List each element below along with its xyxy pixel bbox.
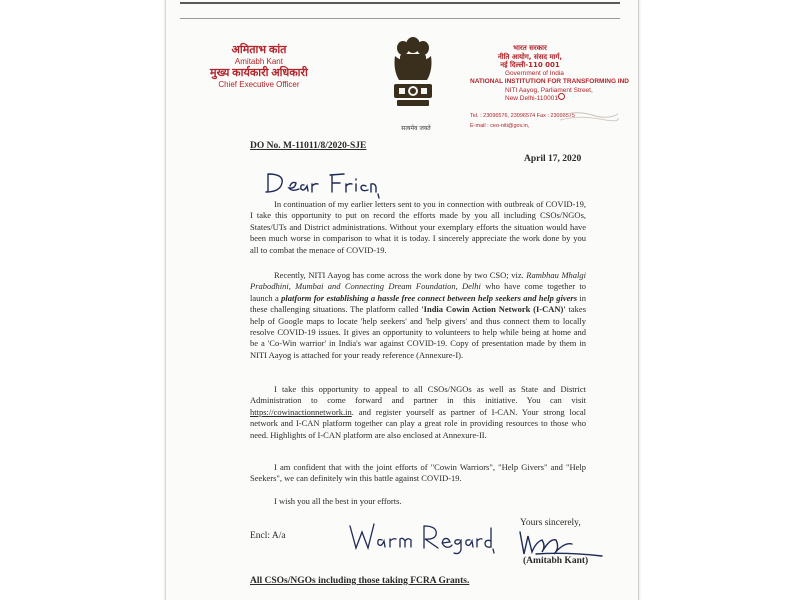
paragraph-5-text: I wish you all the best in your efforts.: [274, 496, 402, 506]
sender-block: [210, 44, 308, 90]
org-line-hindi-2: नीति आयोग, संसद मार्ग,: [497, 52, 563, 61]
org-telephone: Tel. : 23096576, 23096574 Fax : 23096575: [470, 112, 575, 119]
org-address-1: NITI Aayog, Parliament Street,: [505, 86, 593, 94]
addressee-line: All CSOs/NGOs including those taking FCRA Grants.: [250, 576, 470, 586]
paragraph-4-text: I am confident that with the joint efforts of "Cowin Warriors", "Help Givers" and "Help Seekers", we can definitely win this battle against COVID-19.: [250, 462, 586, 484]
paragraph-2-intro: Recently, NITI Aayog has come across the work done by two CSO; viz.: [274, 270, 524, 280]
sender-title-hindi: मुख्य कार्यकारी अधिकारी: [210, 67, 308, 79]
org-address-2: New Delhi-110001: [505, 95, 558, 102]
paragraph-3: [250, 384, 586, 441]
paragraph-2: [250, 270, 586, 361]
paragraph-2-called: in these challenging situations. The platform called: [250, 292, 587, 315]
signer-name: (Amitabh Kant): [523, 556, 589, 566]
paragraph-3-rest: . and register yourself as partner of I-CAN. Your strong local network and I-CAN platform together can play a great role in providing resources to those who need. Highlights of I-CAN platform are also enclosed at Annexure-II.: [250, 406, 586, 440]
letter-date: April 17, 2020: [524, 154, 582, 164]
sender-name-hindi: अमिताभ कांत: [231, 44, 287, 56]
paragraph-2-launch: who have come together to launch a: [250, 281, 587, 303]
enclosure-note: Encl: A/a: [250, 531, 286, 541]
organisation-name: NATIONAL INSTITUTION FOR TRANSFORMING IND: [470, 78, 629, 85]
faint-stamp-icon: [556, 108, 620, 122]
paragraph-1-text: In continuation of my earlier letters sent to you in connection with outbreak of COVID-19, I take this opportunity to put on record the efforts made by you all including CSOs/NGOs, States/UTs and District administrations. Without your exemplary efforts the situation would have been much worse in comparison to what it is today. I sincerely appreciate the work done by you all to combat the menace of COVID-19.: [250, 199, 586, 255]
paragraph-2-details: takes help of Google maps to locate 'help seekers' and 'help givers' and thus connect them to locally resolve COVID-19 issues. It gives an opportunity to volunteers to help while being at home and be a 'Co-Win warrior' in India's war against COVID-19. Copy of presentation made by them in NITI Aayog is attached for your ready reference (Annexure-I).: [250, 304, 587, 360]
page-top-border: [180, 2, 620, 19]
org-line-hindi-3: नई दिल्ली-110 001: [500, 61, 560, 69]
emblem-motto: सत्यमेव जयते: [401, 125, 431, 132]
ican-website-link[interactable]: https://cowinactionnetwork.in: [250, 406, 352, 417]
sender-title: Chief Executive Officer: [218, 80, 300, 89]
sender-name: Amitabh Kant: [234, 57, 283, 66]
partner-organisations: Rambhau Mhalgi Prabodhini, Mumbai and Connecting Dream Foundation, Delhi: [250, 270, 586, 292]
reference-number: DO No. M-11011/8/2020-SJE: [250, 141, 367, 151]
handwritten-salutation: [262, 164, 382, 200]
sign-off: Yours sincerely,: [520, 518, 581, 528]
circle-mark-icon: [558, 93, 565, 100]
platform-description: platform for establishing a hassle free connect between help seekers and help givers: [281, 292, 578, 303]
paragraph-4: [250, 462, 586, 485]
org-email: E-mail : ceo-niti@gov.in,: [470, 123, 530, 129]
paragraph-1: [250, 199, 586, 256]
national-emblem-icon: [385, 36, 441, 120]
paragraph-3-appeal: I take this opportunity to appeal to all CSOs/NGOs as well as State and District Administration to come forward and partner in this initiative. You can visit: [250, 384, 586, 406]
platform-name: 'India Cowin Action Network (I-CAN)': [421, 304, 566, 315]
government-label: Government of India: [505, 69, 564, 77]
handwritten-warm-regards: [346, 520, 496, 556]
paragraph-5: [250, 496, 586, 507]
org-line-hindi-1: भारत सरकार: [513, 44, 547, 52]
